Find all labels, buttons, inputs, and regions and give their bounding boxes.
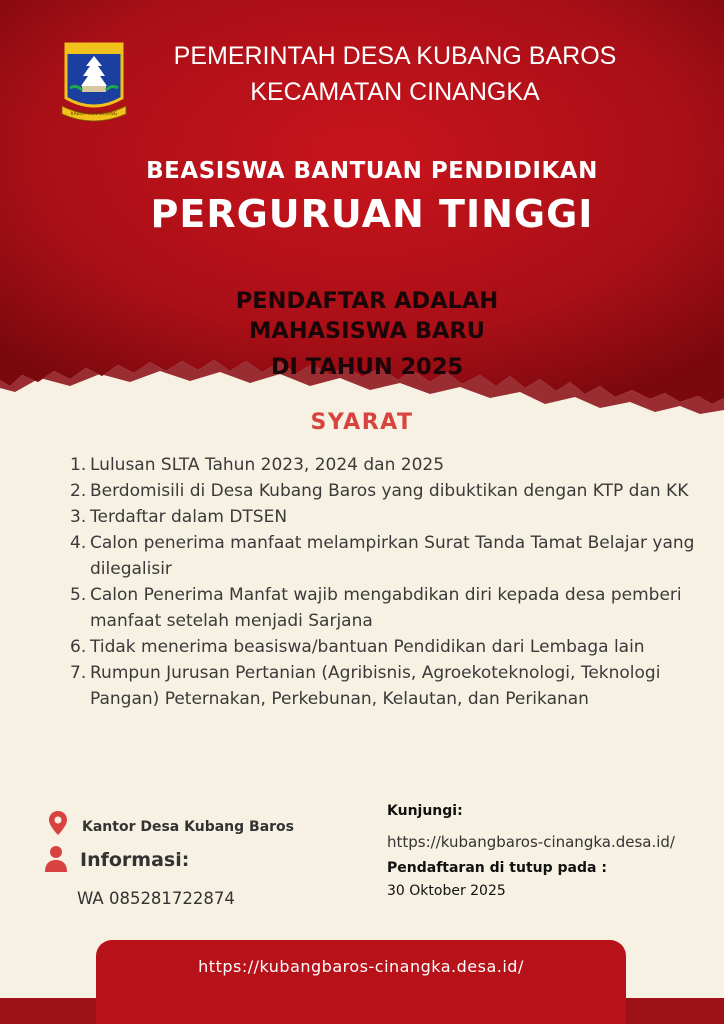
- registration-deadline-label: Pendaftaran di tutup pada :: [387, 860, 607, 876]
- requirement-item: [70, 530, 710, 582]
- office-name: Kantor Desa Kubang Baros: [82, 819, 294, 835]
- requirement-number: 6.: [70, 637, 87, 657]
- requirement-number: 4.: [70, 533, 87, 553]
- requirement-text: Tidak menerima beasiswa/bantuan Pendidikan dari Lembaga lain: [90, 637, 645, 657]
- emblem-ribbon-text: KABUPATEN SERANG: [70, 112, 118, 117]
- requirement-number: 1.: [70, 455, 87, 475]
- requirement-text: Rumpun Jurusan Pertanian (Agribisnis, Agroekoteknologi, Teknologi Pangan) Peternakan, Perkebunan, Kelautan, dan Perikanan: [90, 663, 661, 709]
- requirement-number: 3.: [70, 507, 87, 527]
- requirement-text: Calon penerima manfaat melampirkan Surat Tanda Tamat Belajar yang dilegalisir: [90, 533, 695, 579]
- requirement-text: Terdaftar dalam DTSEN: [90, 507, 288, 527]
- requirement-item: [70, 634, 710, 660]
- person-icon: [44, 845, 68, 873]
- footer-url-link[interactable]: https://kubangbaros-cinangka.desa.id/: [198, 957, 524, 976]
- eligibility-line-1: PENDAFTAR ADALAH: [235, 288, 499, 314]
- program-title: PERGURUAN TINGGI: [150, 192, 594, 236]
- village-government-name: PEMERINTAH DESA KUBANG BAROS: [173, 42, 617, 70]
- requirement-item: [70, 504, 710, 530]
- visit-label: Kunjungi:: [387, 803, 463, 819]
- requirement-item: [70, 478, 710, 504]
- government-header: [130, 38, 660, 110]
- registration-deadline-date: 30 Oktober 2025: [387, 883, 506, 899]
- requirement-item: [70, 582, 710, 634]
- eligibility-line-3: DI TAHUN 2025: [270, 354, 464, 380]
- footer-url-banner: [96, 940, 626, 1024]
- requirement-number: 5.: [70, 585, 87, 605]
- requirement-text: Calon Penerima Manfat wajib mengabdikan diri kepada desa pemberi manfaat setelah menjadi Sarjana: [90, 585, 682, 631]
- kabupaten-serang-emblem: [60, 40, 128, 124]
- whatsapp-number[interactable]: WA 085281722874: [77, 889, 235, 908]
- requirement-item: [70, 660, 710, 712]
- eligibility-line-2: MAHASISWA BARU: [248, 318, 486, 344]
- requirement-item: [70, 452, 710, 478]
- requirements-heading: SYARAT: [310, 410, 414, 435]
- information-label: Informasi:: [80, 849, 190, 871]
- requirement-text: Lulusan SLTA Tahun 2023, 2024 dan 2025: [90, 455, 445, 475]
- requirements-list: [70, 452, 710, 712]
- requirement-text: Berdomisili di Desa Kubang Baros yang dibuktikan dengan KTP dan KK: [90, 481, 689, 501]
- location-pin-icon: [48, 810, 68, 836]
- program-subtitle: BEASISWA BANTUAN PENDIDIKAN: [146, 158, 598, 184]
- visit-url-link[interactable]: https://kubangbaros-cinangka.desa.id/: [387, 833, 675, 851]
- requirement-number: 2.: [70, 481, 87, 501]
- requirement-number: 7.: [70, 663, 87, 683]
- district-name: KECAMATAN CINANGKA: [250, 78, 540, 106]
